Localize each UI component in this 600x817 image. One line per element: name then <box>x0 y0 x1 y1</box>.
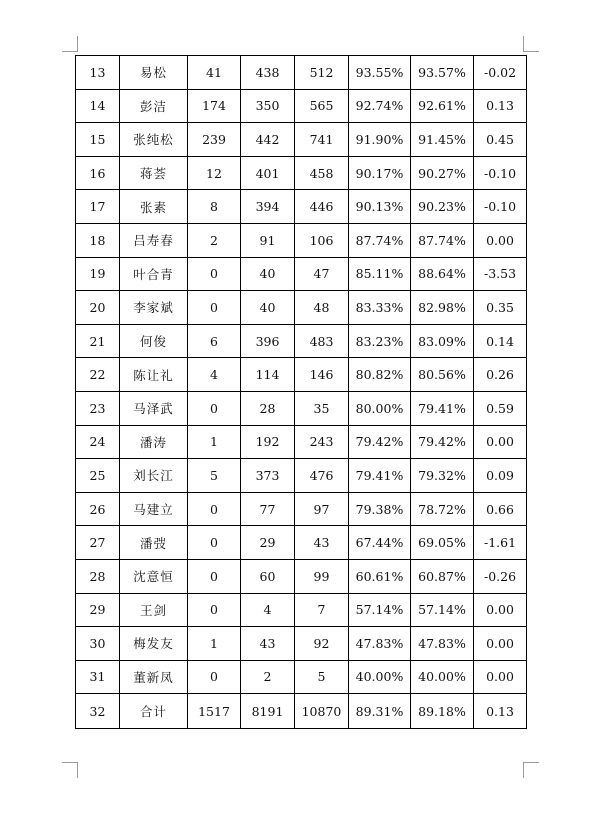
percent1-cell: 57.14% <box>349 593 411 627</box>
total-row <box>76 694 527 729</box>
count1-cell: 0 <box>188 593 241 627</box>
percent2-cell: 89.18% <box>411 694 474 729</box>
percent2-cell: 78.72% <box>411 492 474 526</box>
count1-cell: 0 <box>188 492 241 526</box>
percent1-cell: 79.41% <box>349 459 411 493</box>
name-cell: 何俊 <box>120 324 188 358</box>
rank-cell: 13 <box>76 56 120 90</box>
table-row <box>76 492 527 526</box>
rank-cell: 23 <box>76 391 120 425</box>
count1-cell: 1 <box>188 425 241 459</box>
count3-cell: 446 <box>295 190 349 224</box>
table-row <box>76 391 527 425</box>
rank-cell: 20 <box>76 291 120 325</box>
table-row <box>76 459 527 493</box>
name-cell: 张纯松 <box>120 123 188 157</box>
percent1-cell: 80.00% <box>349 391 411 425</box>
diff-cell: 0.13 <box>474 89 527 123</box>
crop-mark-bottom-right <box>523 762 539 778</box>
count2-cell: 373 <box>241 459 295 493</box>
count1-cell: 0 <box>188 257 241 291</box>
count1-cell: 0 <box>188 559 241 593</box>
table-row <box>76 324 527 358</box>
rank-cell: 14 <box>76 89 120 123</box>
count1-cell: 4 <box>188 358 241 392</box>
name-cell: 马泽武 <box>120 391 188 425</box>
count3-cell: 476 <box>295 459 349 493</box>
diff-cell: 0.00 <box>474 660 527 694</box>
count3-cell: 458 <box>295 156 349 190</box>
count3-cell: 48 <box>295 291 349 325</box>
rank-cell: 30 <box>76 627 120 661</box>
count2-cell: 40 <box>241 291 295 325</box>
count1-cell: 239 <box>188 123 241 157</box>
count2-cell: 43 <box>241 627 295 661</box>
percent1-cell: 83.33% <box>349 291 411 325</box>
count2-cell: 4 <box>241 593 295 627</box>
percent2-cell: 90.27% <box>411 156 474 190</box>
percent1-cell: 47.83% <box>349 627 411 661</box>
percent2-cell: 83.09% <box>411 324 474 358</box>
percent1-cell: 90.17% <box>349 156 411 190</box>
table-row <box>76 190 527 224</box>
count2-cell: 401 <box>241 156 295 190</box>
table-body <box>76 56 527 729</box>
count1-cell: 1517 <box>188 694 241 729</box>
percent2-cell: 47.83% <box>411 627 474 661</box>
diff-cell: -0.26 <box>474 559 527 593</box>
diff-cell: -0.10 <box>474 156 527 190</box>
count3-cell: 565 <box>295 89 349 123</box>
percent2-cell: 82.98% <box>411 291 474 325</box>
count1-cell: 0 <box>188 660 241 694</box>
count1-cell: 5 <box>188 459 241 493</box>
count2-cell: 29 <box>241 526 295 560</box>
percent1-cell: 93.55% <box>349 56 411 90</box>
diff-cell: 0.14 <box>474 324 527 358</box>
table-row <box>76 89 527 123</box>
percent1-cell: 79.42% <box>349 425 411 459</box>
percent1-cell: 80.82% <box>349 358 411 392</box>
rank-cell: 16 <box>76 156 120 190</box>
name-cell: 董新凤 <box>120 660 188 694</box>
diff-cell: 0.00 <box>474 425 527 459</box>
diff-cell: -0.02 <box>474 56 527 90</box>
count2-cell: 28 <box>241 391 295 425</box>
count2-cell: 60 <box>241 559 295 593</box>
count1-cell: 0 <box>188 391 241 425</box>
count1-cell: 174 <box>188 89 241 123</box>
count1-cell: 6 <box>188 324 241 358</box>
diff-cell: 0.13 <box>474 694 527 729</box>
percent2-cell: 80.56% <box>411 358 474 392</box>
percent2-cell: 40.00% <box>411 660 474 694</box>
count2-cell: 8191 <box>241 694 295 729</box>
diff-cell: 0.00 <box>474 627 527 661</box>
rank-cell: 27 <box>76 526 120 560</box>
rank-cell: 25 <box>76 459 120 493</box>
rank-cell: 15 <box>76 123 120 157</box>
rank-cell: 19 <box>76 257 120 291</box>
percent2-cell: 60.87% <box>411 559 474 593</box>
table-row <box>76 627 527 661</box>
count2-cell: 2 <box>241 660 295 694</box>
percent1-cell: 89.31% <box>349 694 411 729</box>
count2-cell: 394 <box>241 190 295 224</box>
percent2-cell: 57.14% <box>411 593 474 627</box>
rank-cell: 26 <box>76 492 120 526</box>
name-cell: 易松 <box>120 56 188 90</box>
crop-mark-top-right <box>523 36 539 52</box>
count2-cell: 350 <box>241 89 295 123</box>
percent1-cell: 83.23% <box>349 324 411 358</box>
name-cell: 蒋荟 <box>120 156 188 190</box>
count1-cell: 12 <box>188 156 241 190</box>
table-row <box>76 358 527 392</box>
table-row <box>76 291 527 325</box>
name-cell: 陈让礼 <box>120 358 188 392</box>
percent2-cell: 92.61% <box>411 89 474 123</box>
percent2-cell: 88.64% <box>411 257 474 291</box>
diff-cell: -0.10 <box>474 190 527 224</box>
rank-cell: 29 <box>76 593 120 627</box>
diff-cell: 0.59 <box>474 391 527 425</box>
name-cell: 潘涛 <box>120 425 188 459</box>
percent1-cell: 85.11% <box>349 257 411 291</box>
percent2-cell: 79.32% <box>411 459 474 493</box>
count1-cell: 1 <box>188 627 241 661</box>
percent1-cell: 90.13% <box>349 190 411 224</box>
percent2-cell: 79.42% <box>411 425 474 459</box>
diff-cell: 0.00 <box>474 593 527 627</box>
rank-cell: 22 <box>76 358 120 392</box>
name-cell: 彭洁 <box>120 89 188 123</box>
percent2-cell: 79.41% <box>411 391 474 425</box>
count2-cell: 40 <box>241 257 295 291</box>
diff-cell: 0.09 <box>474 459 527 493</box>
percent1-cell: 92.74% <box>349 89 411 123</box>
count2-cell: 396 <box>241 324 295 358</box>
percent1-cell: 60.61% <box>349 559 411 593</box>
percent1-cell: 91.90% <box>349 123 411 157</box>
rank-cell: 28 <box>76 559 120 593</box>
percent1-cell: 87.74% <box>349 223 411 257</box>
count2-cell: 438 <box>241 56 295 90</box>
count3-cell: 106 <box>295 223 349 257</box>
name-cell: 马建立 <box>120 492 188 526</box>
count3-cell: 146 <box>295 358 349 392</box>
table-row <box>76 559 527 593</box>
percent2-cell: 69.05% <box>411 526 474 560</box>
percent1-cell: 40.00% <box>349 660 411 694</box>
table-row <box>76 56 527 90</box>
diff-cell: 0.66 <box>474 492 527 526</box>
table-row <box>76 223 527 257</box>
count1-cell: 2 <box>188 223 241 257</box>
count3-cell: 47 <box>295 257 349 291</box>
diff-cell: 0.45 <box>474 123 527 157</box>
table-row <box>76 156 527 190</box>
name-cell: 叶合青 <box>120 257 188 291</box>
rank-cell: 32 <box>76 694 120 729</box>
percent2-cell: 91.45% <box>411 123 474 157</box>
diff-cell: 0.35 <box>474 291 527 325</box>
count1-cell: 41 <box>188 56 241 90</box>
count2-cell: 192 <box>241 425 295 459</box>
count2-cell: 77 <box>241 492 295 526</box>
diff-cell: 0.26 <box>474 358 527 392</box>
percent2-cell: 93.57% <box>411 56 474 90</box>
count3-cell: 43 <box>295 526 349 560</box>
count2-cell: 114 <box>241 358 295 392</box>
count2-cell: 91 <box>241 223 295 257</box>
crop-mark-top-left <box>62 36 78 52</box>
count1-cell: 0 <box>188 526 241 560</box>
count1-cell: 8 <box>188 190 241 224</box>
percent2-cell: 87.74% <box>411 223 474 257</box>
count1-cell: 0 <box>188 291 241 325</box>
table-row <box>76 526 527 560</box>
count2-cell: 442 <box>241 123 295 157</box>
diff-cell: -3.53 <box>474 257 527 291</box>
count3-cell: 741 <box>295 123 349 157</box>
count3-cell: 7 <box>295 593 349 627</box>
rank-cell: 24 <box>76 425 120 459</box>
percent1-cell: 67.44% <box>349 526 411 560</box>
count3-cell: 243 <box>295 425 349 459</box>
count3-cell: 92 <box>295 627 349 661</box>
name-cell: 李家斌 <box>120 291 188 325</box>
name-cell: 梅发友 <box>120 627 188 661</box>
percent2-cell: 90.23% <box>411 190 474 224</box>
table-row <box>76 593 527 627</box>
crop-mark-bottom-left <box>62 762 78 778</box>
name-cell: 吕寿春 <box>120 223 188 257</box>
table-row <box>76 257 527 291</box>
diff-cell: 0.00 <box>474 223 527 257</box>
count3-cell: 97 <box>295 492 349 526</box>
percent1-cell: 79.38% <box>349 492 411 526</box>
statistics-table <box>75 55 527 729</box>
name-cell: 沈意恒 <box>120 559 188 593</box>
rank-cell: 31 <box>76 660 120 694</box>
table-row <box>76 660 527 694</box>
count3-cell: 99 <box>295 559 349 593</box>
name-cell: 潘弢 <box>120 526 188 560</box>
name-cell: 王剑 <box>120 593 188 627</box>
count3-cell: 5 <box>295 660 349 694</box>
name-cell: 刘长江 <box>120 459 188 493</box>
count3-cell: 10870 <box>295 694 349 729</box>
total-label-cell: 合计 <box>120 694 188 729</box>
rank-cell: 18 <box>76 223 120 257</box>
count3-cell: 512 <box>295 56 349 90</box>
rank-cell: 21 <box>76 324 120 358</box>
count3-cell: 35 <box>295 391 349 425</box>
name-cell: 张素 <box>120 190 188 224</box>
count3-cell: 483 <box>295 324 349 358</box>
rank-cell: 17 <box>76 190 120 224</box>
table-row <box>76 425 527 459</box>
diff-cell: -1.61 <box>474 526 527 560</box>
table-row <box>76 123 527 157</box>
